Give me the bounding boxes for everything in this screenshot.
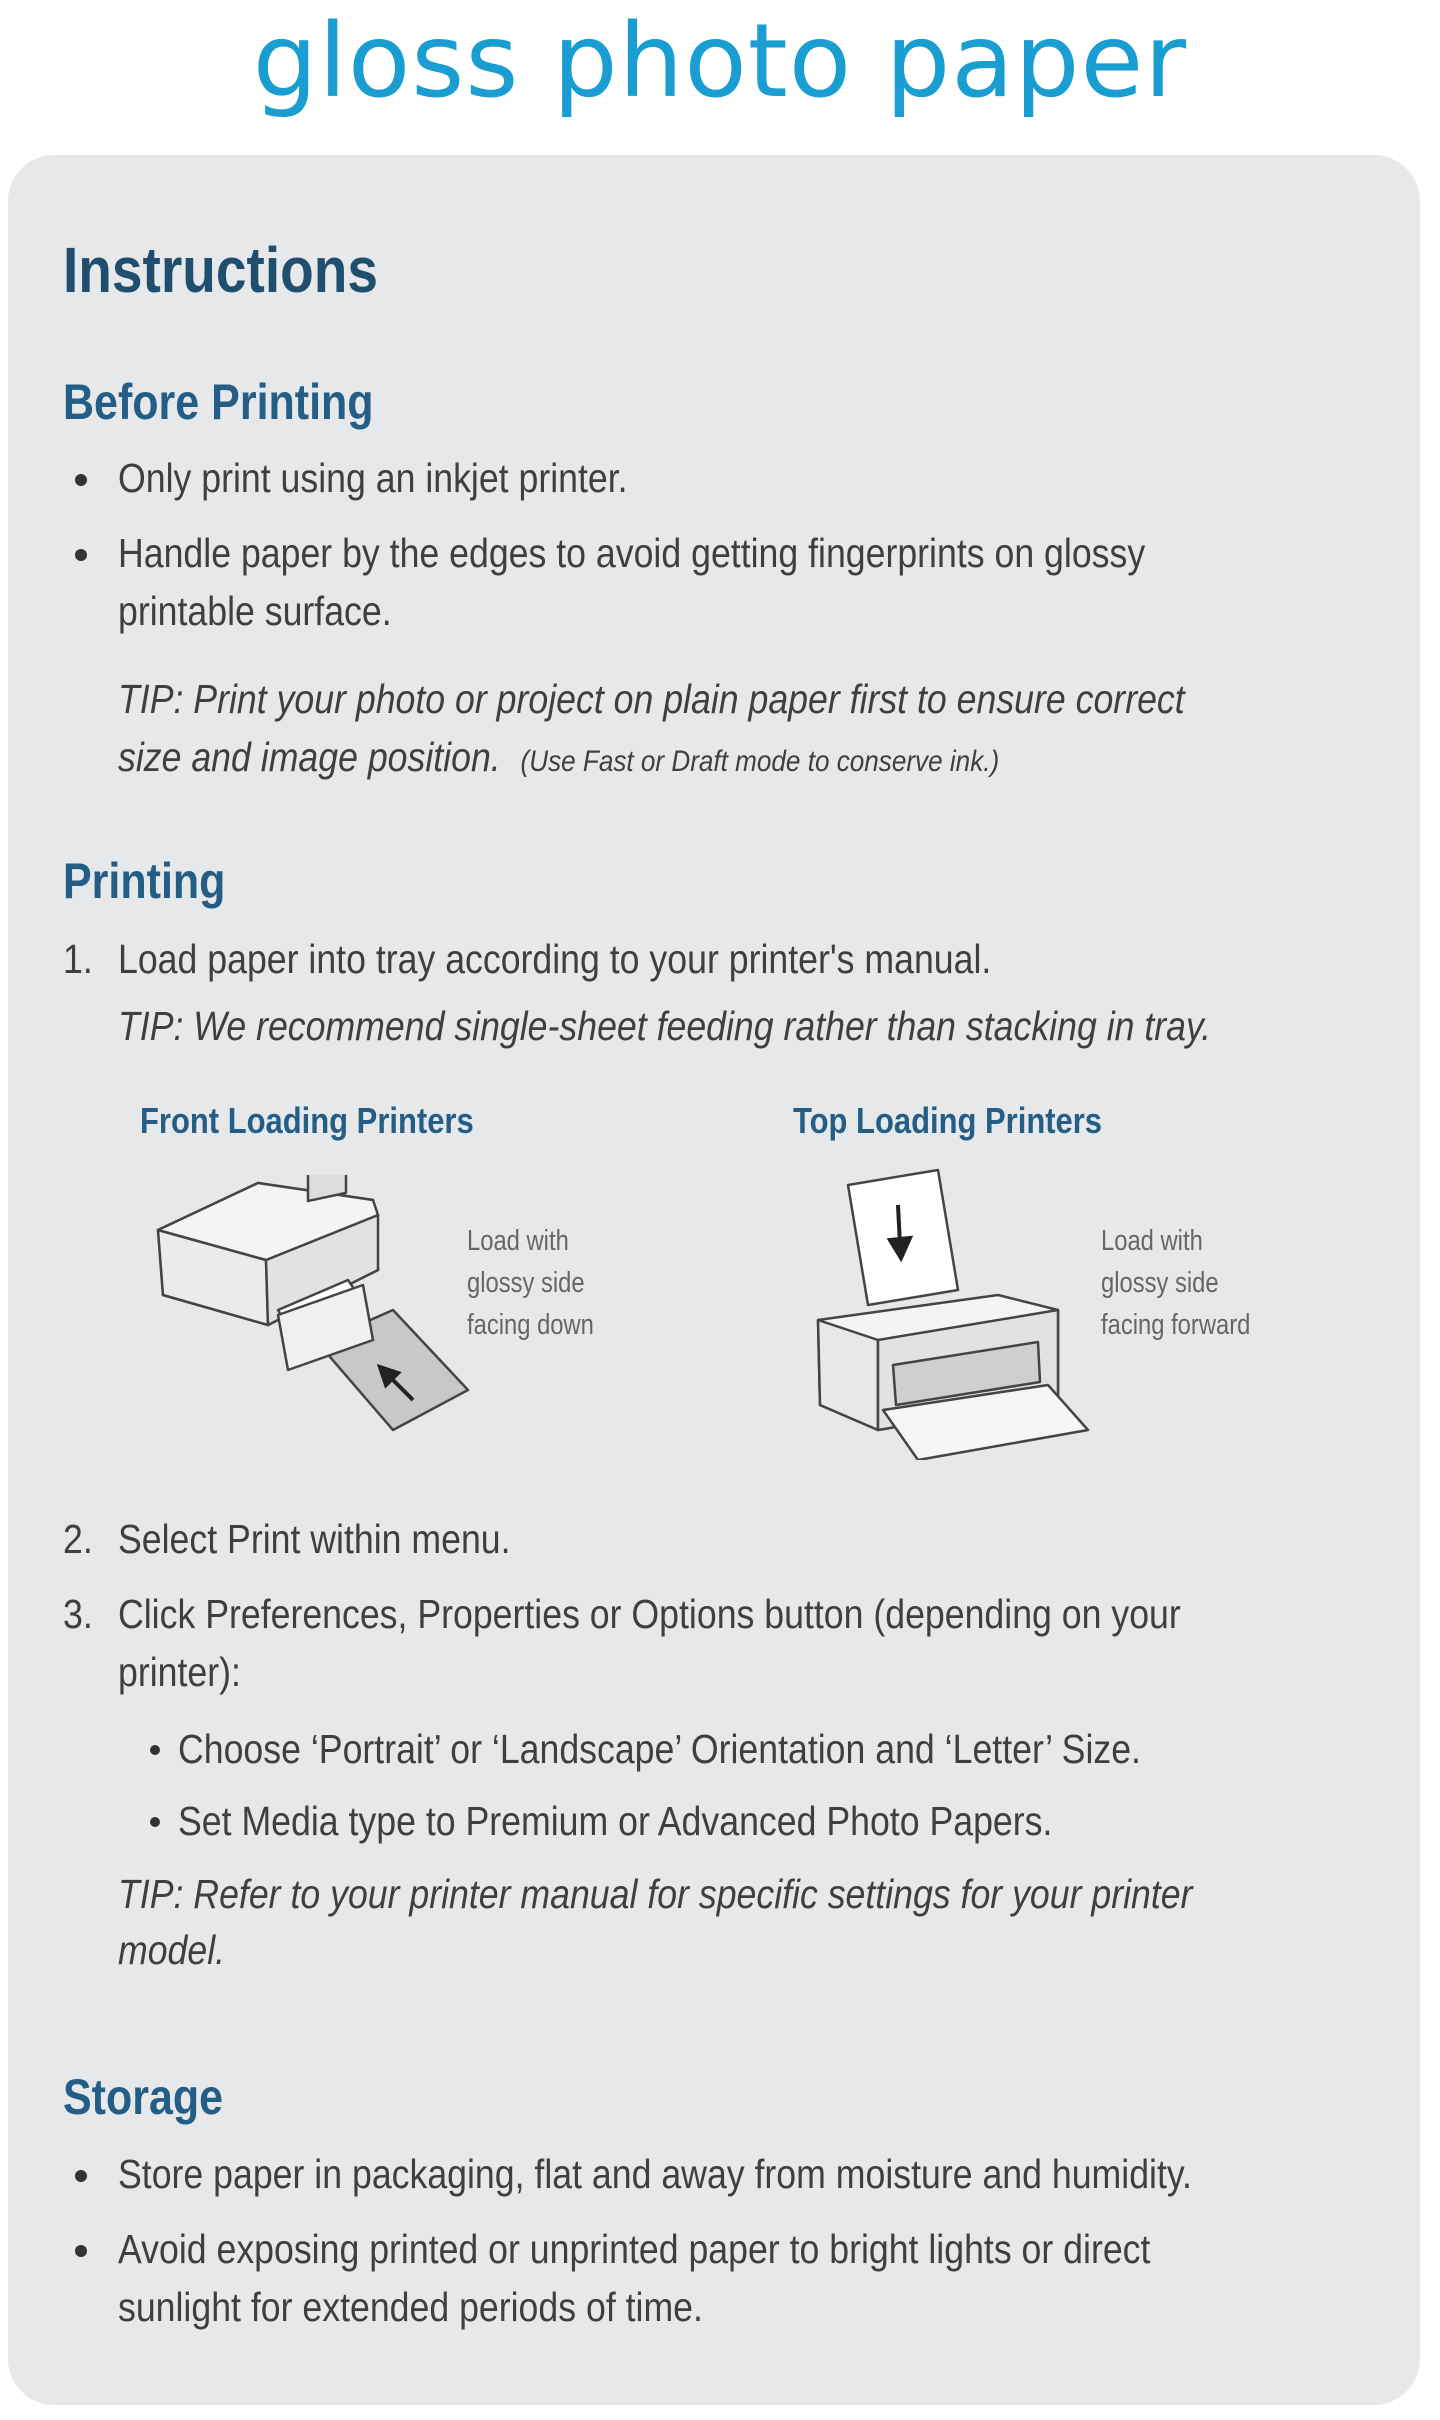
top-caption	[1101, 1220, 1250, 1346]
instructions-panel	[8, 155, 1420, 2405]
storage-bullet-1: Store paper in packaging, flat and away from moisture and humidity.	[118, 2151, 1192, 2197]
storage-heading: Storage	[63, 2069, 224, 2125]
step-3-number: 3.	[63, 1591, 93, 1637]
instructions-heading: Instructions	[63, 234, 378, 306]
front-caption-line3: facing down	[467, 1309, 594, 1341]
before-bullet-2-line2: printable surface.	[118, 588, 392, 634]
front-caption	[467, 1220, 594, 1346]
printing-tip-2-line1: TIP: Refer to your printer manual for specific settings for your printer	[118, 1871, 1193, 1917]
top-caption-line2: glossy side	[1101, 1267, 1219, 1299]
front-loading-title: Front Loading Printers	[140, 1100, 474, 1141]
step-1-text: Load paper into tray according to your printer's manual.	[118, 936, 992, 982]
sub-bullet-2: Set Media type to Premium or Advanced Photo Papers.	[178, 1798, 1053, 1844]
top-loading-title: Top Loading Printers	[793, 1100, 1103, 1141]
step-2-text: Select Print within menu.	[118, 1516, 511, 1562]
bullet-dot	[75, 474, 87, 486]
front-caption-line2: glossy side	[467, 1267, 585, 1299]
front-caption-line1: Load with	[467, 1225, 569, 1257]
step-2-number: 2.	[63, 1516, 93, 1562]
top-loading-printer-illustration	[808, 1160, 1108, 1460]
bullet-dot	[75, 2170, 87, 2182]
bullet-dot	[75, 2245, 87, 2257]
before-bullet-1: Only print using an inkjet printer.	[118, 455, 628, 501]
before-tip-line2: size and image position. (Use Fast or Draft mode to conserve ink.)	[118, 734, 1000, 780]
step-3-line2: printer):	[118, 1649, 241, 1695]
before-printing-heading: Before Printing	[63, 374, 374, 430]
printing-tip-2-line2: model.	[118, 1927, 226, 1973]
step-1-number: 1.	[63, 936, 93, 982]
bullet-dot	[150, 1745, 160, 1755]
storage-bullet-2-line1: Avoid exposing printed or unprinted paper to bright lights or direct	[118, 2226, 1151, 2272]
bullet-dot	[150, 1817, 160, 1827]
before-tip-line1: TIP: Print your photo or project on plain paper first to ensure correct	[118, 676, 1185, 722]
front-loading-printer-illustration	[148, 1175, 488, 1445]
before-tip-note: (Use Fast or Draft mode to conserve ink.)	[520, 745, 1000, 778]
sub-bullet-1: Choose ‘Portrait’ or ‘Landscape’ Orientation and ‘Letter’ Size.	[178, 1726, 1141, 1772]
top-caption-line1: Load with	[1101, 1225, 1203, 1257]
brand-title: gloss photo paper	[252, 2, 1188, 121]
top-caption-line3: facing forward	[1101, 1309, 1251, 1341]
storage-bullet-2-line2: sunlight for extended periods of time.	[118, 2284, 703, 2330]
printing-tip-1: TIP: We recommend single-sheet feeding rather than stacking in tray.	[118, 1003, 1212, 1049]
step-3-line1: Click Preferences, Properties or Options button (depending on your	[118, 1591, 1181, 1637]
before-bullet-2-line1: Handle paper by the edges to avoid getting fingerprints on glossy	[118, 530, 1146, 576]
printing-heading: Printing	[63, 853, 226, 909]
bullet-dot	[75, 549, 87, 561]
